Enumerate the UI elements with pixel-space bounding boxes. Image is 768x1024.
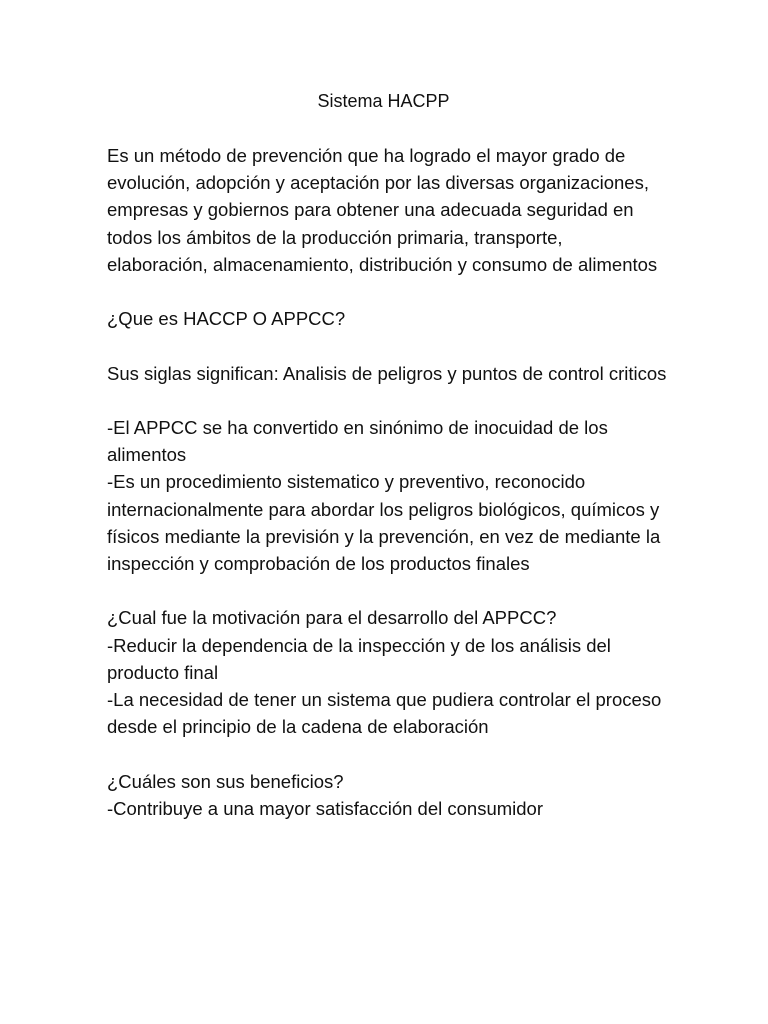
document-title: Sistema HACPP	[317, 91, 450, 111]
question-what-is-haccp: ¿Que es HACCP O APPCC?	[107, 308, 346, 330]
point-synonym-safety: -El APPCC se ha convertido en sinónimo de inocuidad de los alimentos	[107, 416, 608, 466]
benefit-consumer-satisfaction: -Contribuye a una mayor satisfacción del consumidor	[107, 797, 543, 819]
question-motivation: ¿Cual fue la motivación para el desarrollo del APPCC?	[107, 607, 557, 629]
intro-paragraph: Es un método de prevención que ha logrado el mayor grado de evolución, adopción y aceptación por las diversas organizaciones, empresas y gobiernos para obtener una adecuada seguridad en todos los ámbitos de la producción primaria, transporte, elaboración, almacenamiento, distribución y consumo de alimentos	[107, 145, 658, 275]
motivation-control-process: -La necesidad de tener un sistema que pudiera controlar el proceso desde el principio de la cadena de elaboración	[107, 689, 662, 738]
point-systematic-procedure: -Es un procedimiento sistematico y preventivo, reconocido internacionalmente para abordar los peligros biológicos, químicos y físicos mediante la previsión y la prevención, en vez de mediante la inspección y comprobación de los productos finales	[107, 471, 661, 574]
acronym-meaning-paragraph: Sus siglas significan: Analisis de peligros y puntos de control criticos	[107, 362, 667, 384]
motivation-reduce-dependence: -Reducir la dependencia de la inspección y de los análisis del producto final	[107, 634, 611, 683]
question-benefits: ¿Cuáles son sus beneficios?	[107, 770, 344, 792]
